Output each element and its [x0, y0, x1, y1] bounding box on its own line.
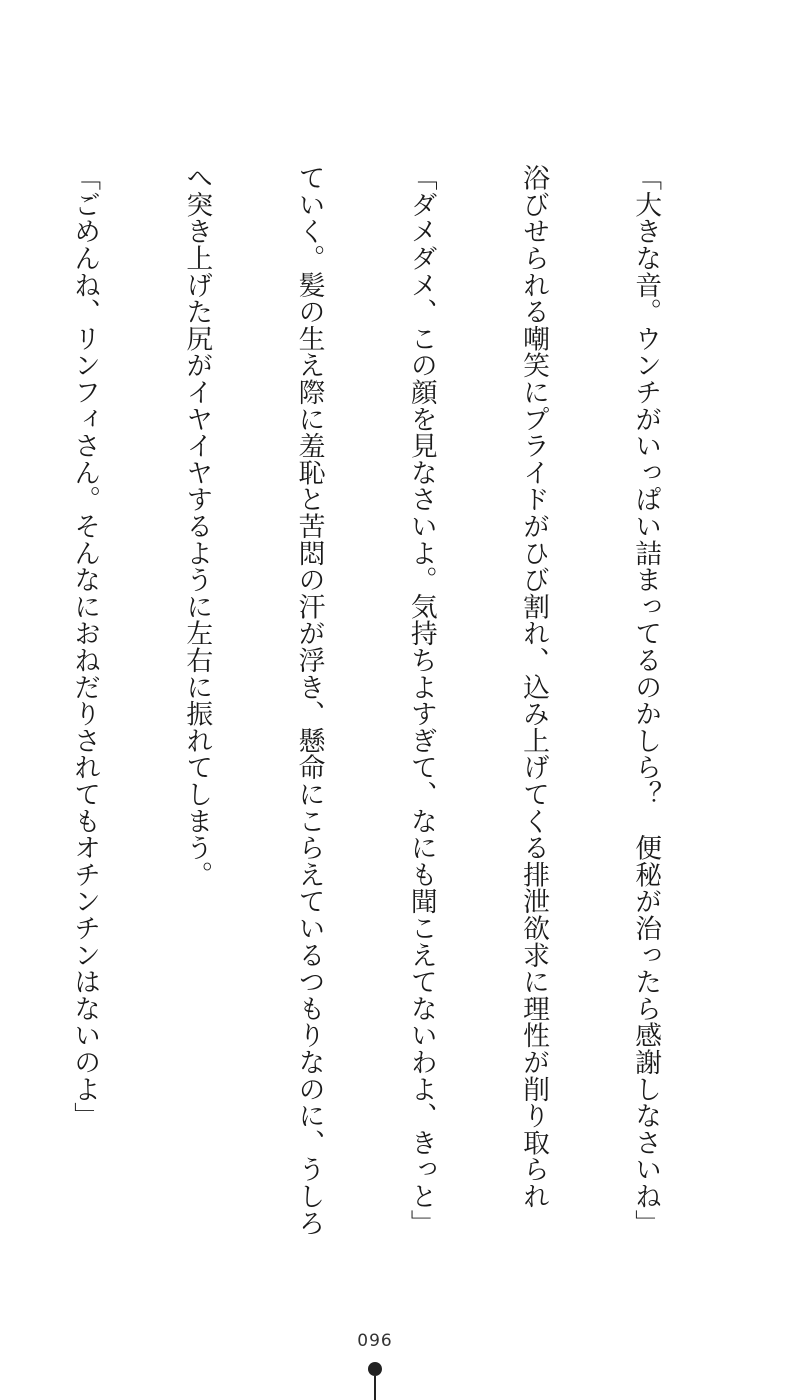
body-text	[0, 164, 739, 1236]
page-number: 096	[357, 1331, 393, 1351]
text-line: 「ダメダメ、この顔を見なさいよ。気持ちよすぎて、なにも聞こえてないわよ、きっと」	[405, 164, 437, 1236]
text-line: ていく。髪の生え際に羞恥と苦悶の汗が浮き、懸命にこらえているつもりなのに、うしろ	[293, 164, 325, 1236]
text-line: 「ごめんね、リンフィさん。そんなにおねだりされてもオチンチンはないのよ」	[69, 164, 101, 1129]
text-line: へ突き上げた尻がイヤイヤするように左右に振れてしまう。	[181, 164, 213, 888]
page-marker-line	[374, 1376, 376, 1400]
page-marker-dot-icon	[368, 1362, 382, 1376]
text-line: 浴びせられる嘲笑にプライドがひび割れ、込み上げてくる排泄欲求に理性が削り取られ	[517, 164, 549, 1210]
text-line: 「大きな音。ウンチがいっぱい詰まってるのかしら？ 便秘が治ったら感謝しなさいね」	[630, 164, 662, 1236]
